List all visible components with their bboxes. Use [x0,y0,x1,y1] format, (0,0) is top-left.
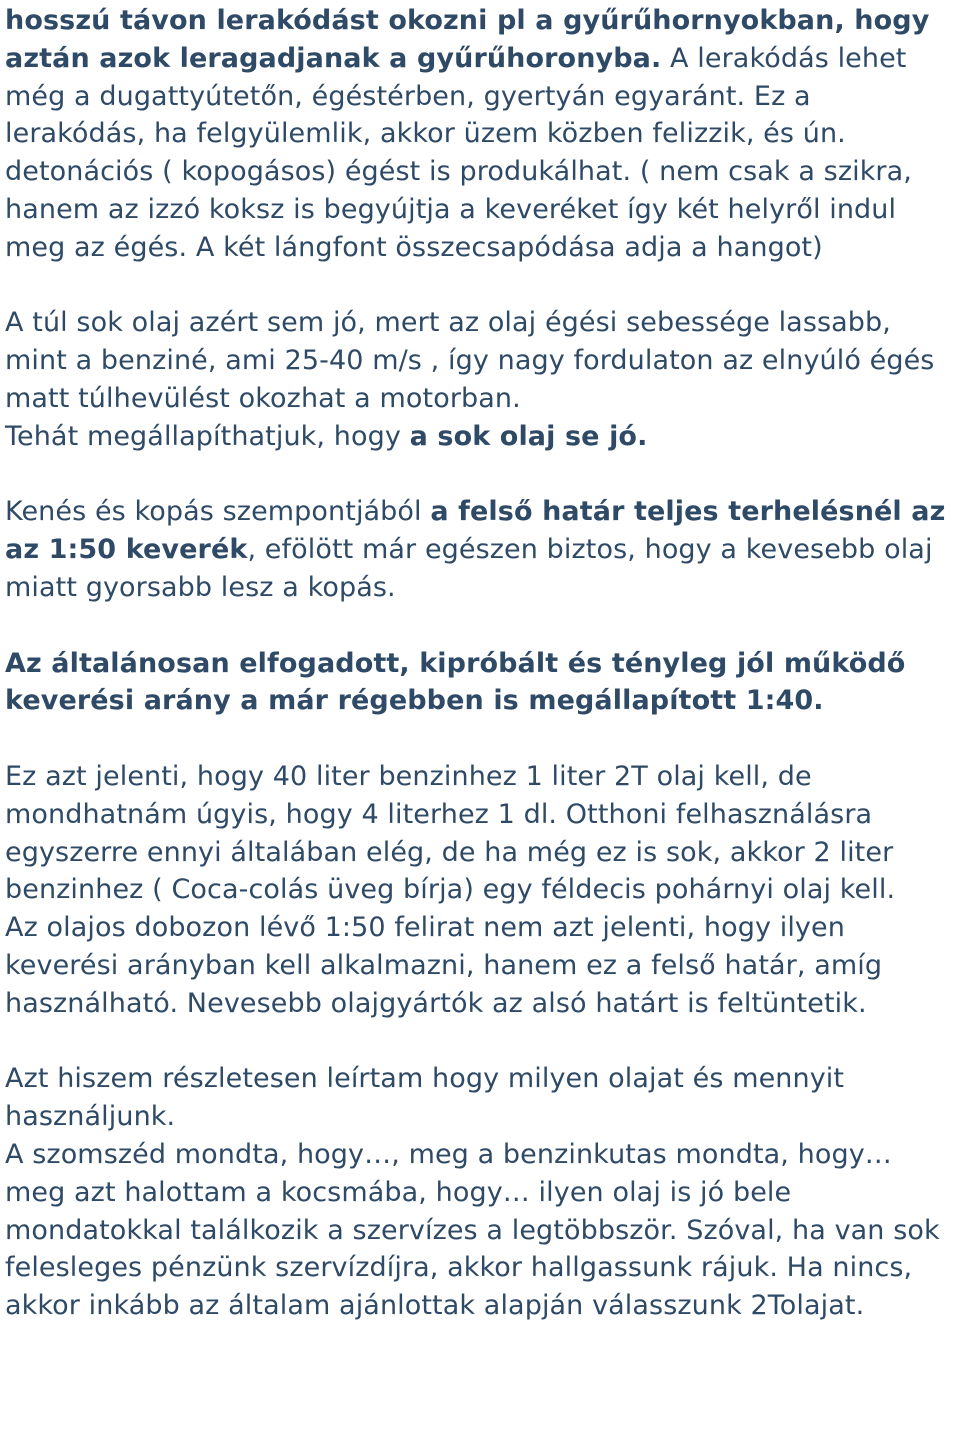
paragraph-meaning [5,758,954,1023]
paragraph-summary [5,1060,954,1325]
wear-rest-text: , efölött már egészen biztos, hogy a kevesebb olaj miatt gyorsabb lesz a kopás. [5,534,933,603]
too-much-oil-text: A túl sok olaj azért sem jó, mert az olaj égési sebessége lassabb, mint a benziné, ami 25-40 m/s , így nagy fordulaton az elnyúló égés matt túlhevülést okozhat a motorban. [5,307,935,414]
deposits-text: A lerakódás lehet még a dugattyútetőn, égéstérben, gyertyán egyaránt. Ez a lerakódás, ha felgyülemlik, akkor üzem közben felizzik, és ún. detonációs ( kopogásos) égést is produkálhat. ( nem csak a szikra, hanem az izzó koksz is begyújtja a keveréket így két helyről indul meg az égés. A két lángfont összecsapódása adja a hangot) [5,42,912,263]
paragraph-wear [5,493,954,606]
bold-conclusion-text: a sok olaj se jó. [409,420,648,452]
bold-accepted-ratio-text: Az általánosan elfogadott, kipróbált és tényleg jól működő keverési arány a már régebben is megállapított 1:40. [5,647,906,717]
wear-intro-text: Kenés és kopás szempontjából [5,496,431,528]
paragraph-too-much-oil [5,304,954,455]
paragraph-deposits [5,2,954,267]
label-meaning-text: Az olajos dobozon lévő 1:50 felirat nem azt jelenti, hogy ilyen keverési arányban kell alkalmazni, hanem ez a felső határ, amíg használható. Nevesebb olajgyártók az alsó határt is feltüntetik. [5,912,883,1019]
conclusion-text: Tehát megállapíthatjuk, hogy [5,420,410,452]
advice-text: A szomszéd mondta, hogy…, meg a benzinkutas mondta, hogy… meg azt halottam a kocsmába, hogy… ilyen olaj is jó bele mondatokkal találkozik a szervízes a legtöbbször. Szóval, ha van sok felesleges pénzünk szervízdíjra, akkor hallgassunk rájuk. Ha nincs, akkor inkább az általam ajánlottak alapján válasszunk 2Tolajat. [5,1138,940,1322]
meaning-text: Ez azt jelenti, hogy 40 liter benzinhez 1 liter 2T olaj kell, de mondhatnám úgyis, hogy 4 literhez 1 dl. Otthoni felhasználásra egyszerre ennyi általában elég, de ha még ez is sok, akkor 2 liter benzinhez ( Coca-colás üveg bírja) egy féldecis pohárnyi olaj kell. [5,760,896,906]
paragraph-accepted-ratio [5,645,954,721]
bold-deposits-text: hosszú távon lerakódást okozni pl a gyűrűhornyokban, hogy aztán azok leragadjanak a gyűrűhoronyba. [5,5,930,74]
bold-upper-limit-text: a felső határ teljes terhelésnél az az 1:50 keverék [5,496,946,566]
summary-text: Azt hiszem részletesen leírtam hogy milyen olajat és mennyit használjunk. [5,1063,845,1133]
